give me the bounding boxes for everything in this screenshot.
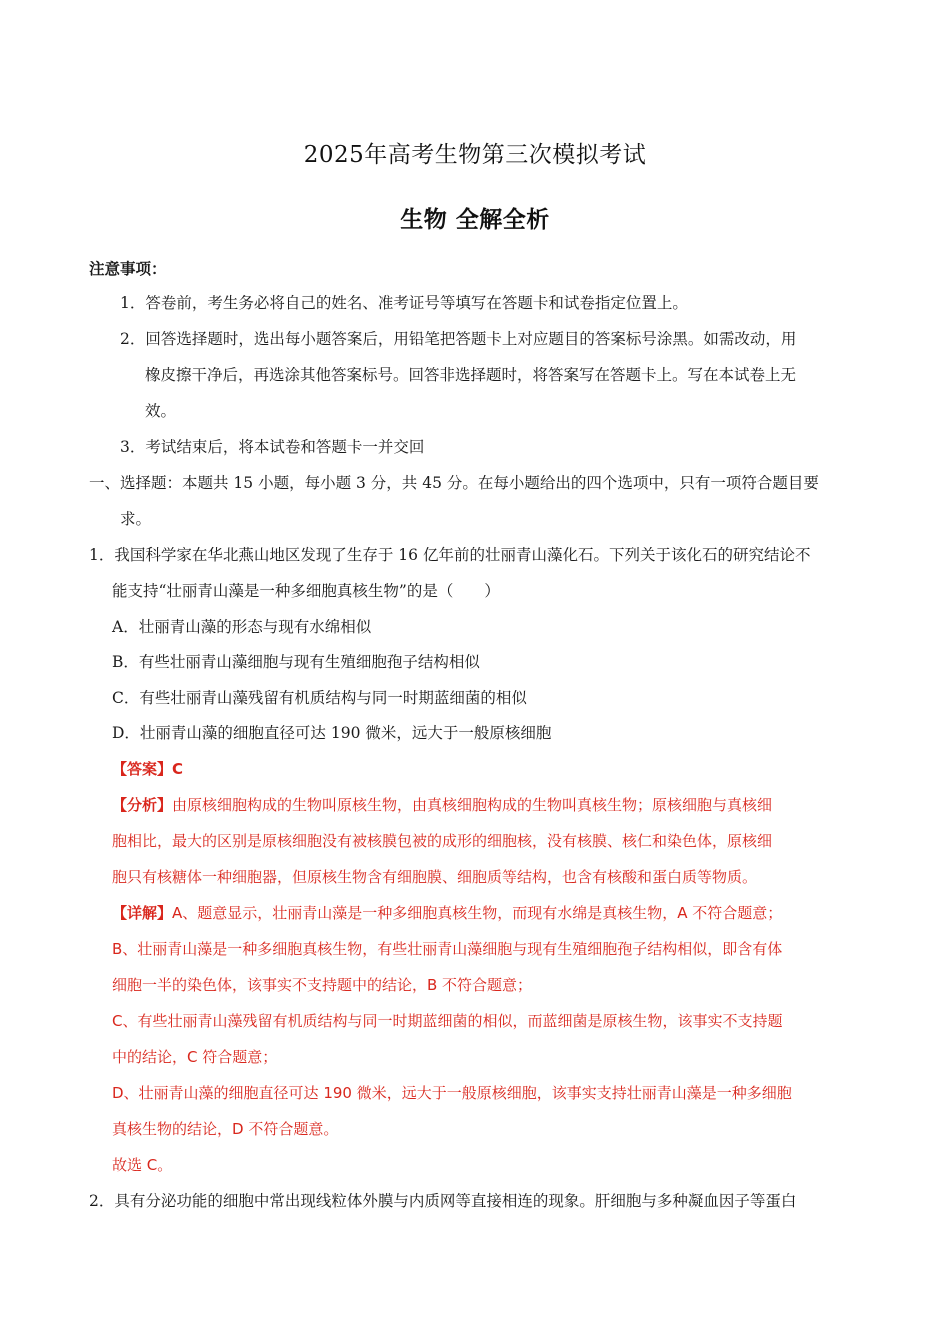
- analysis-text: 胞只有核糖体一种细胞器，但原核生物含有细胞膜、细胞质等结构，也含有核酸和蛋白质等物质。: [112, 868, 758, 886]
- answer-tag: 【答案】: [112, 760, 173, 778]
- conclusion-text: 故选 C。: [112, 1156, 173, 1174]
- analysis-line: [112, 795, 772, 815]
- detail-text: 中的结论，C 符合题意；: [112, 1048, 278, 1066]
- section-heading-cont: 求。: [120, 510, 152, 528]
- analysis-tag: 【分析】: [112, 796, 173, 814]
- detail-line: [112, 903, 782, 923]
- detail-text: D、壮丽青山藻的细胞直径可达 190 微米，远大于一般原核细胞，该事实支持壮丽青山藻是一种多细胞: [112, 1084, 792, 1102]
- option-b: B．有些壮丽青山藻细胞与现有生殖细胞孢子结构相似: [112, 653, 480, 671]
- exam-title: 2025年高考生物第三次模拟考试: [303, 142, 647, 168]
- detail-text: B、壮丽青山藻是一种多细胞真核生物，有些壮丽青山藻细胞与现有生殖细胞孢子结构相似，即含有体: [112, 940, 783, 958]
- question-1-stem-cont: 能支持“壮丽青山藻是一种多细胞真核生物”的是（ ）: [112, 582, 500, 600]
- question-2-stem: 2．具有分泌功能的细胞中常出现线粒体外膜与内质网等直接相连的现象。肝细胞与多种凝血因子等蛋白: [89, 1192, 797, 1210]
- exam-subtitle: 生物 全解全析: [400, 207, 550, 233]
- option-c: C．有些壮丽青山藻残留有机质结构与同一时期蓝细菌的相似: [112, 689, 527, 707]
- notice-item: 3．考试结束后，将本试卷和答题卡一并交回: [120, 438, 425, 456]
- notice-heading: 注意事项：: [89, 260, 167, 278]
- analysis-text: 由原核细胞构成的生物叫原核生物，由真核细胞构成的生物叫真核生物；原核细胞与真核细: [172, 796, 773, 814]
- notice-item-cont: 效。: [145, 402, 177, 420]
- detail-text: 真核生物的结论，D 不符合题意。: [112, 1120, 339, 1138]
- detail-text: 细胞一半的染色体，该事实不支持题中的结论，B 不符合题意；: [112, 976, 533, 994]
- option-d: D．壮丽青山藻的细胞直径可达 190 微米，远大于一般原核细胞: [112, 724, 552, 742]
- detail-tag: 【详解】: [112, 904, 173, 922]
- answer-value: C: [172, 760, 184, 778]
- notice-item-cont: 橡皮擦干净后，再选涂其他答案标号。回答非选择题时，将答案写在答题卡上。写在本试卷上无: [145, 366, 797, 384]
- answer-line: [112, 759, 183, 779]
- analysis-text: 胞相比，最大的区别是原核细胞没有被核膜包被的成形的细胞核，没有核膜、核仁和染色体，原核细: [112, 832, 773, 850]
- question-1-stem: 1．我国科学家在华北燕山地区发现了生存于 16 亿年前的壮丽青山藻化石。下列关于该化石的研究结论不: [89, 546, 811, 564]
- notice-item: 2．回答选择题时，选出每小题答案后，用铅笔把答题卡上对应题目的答案标号涂黑。如需改动，用: [120, 330, 797, 348]
- section-heading: 一、选择题：本题共 15 小题，每小题 3 分，共 45 分。在每小题给出的四个选项中，只有一项符合题目要: [89, 474, 819, 492]
- detail-text: A、题意显示，壮丽青山藻是一种多细胞真核生物，而现有水绵是真核生物，A 不符合题意；: [172, 904, 783, 922]
- detail-text: C、有些壮丽青山藻残留有机质结构与同一时期蓝细菌的相似，而蓝细菌是原核生物，该事实不支持题: [112, 1012, 783, 1030]
- option-a: A．壮丽青山藻的形态与现有水绵相似: [112, 618, 372, 636]
- notice-item: 1．答卷前，考生务必将自己的姓名、准考证号等填写在答题卡和试卷指定位置上。: [120, 294, 688, 312]
